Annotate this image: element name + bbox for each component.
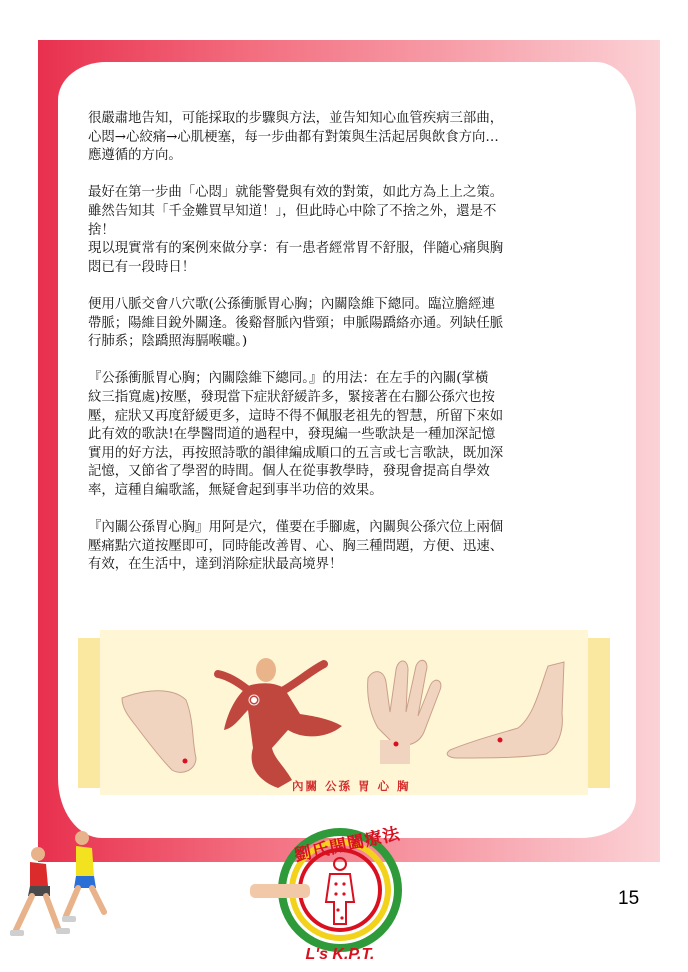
logo-subtitle: L's K.P.T.: [305, 946, 375, 963]
runners-icon: [0, 820, 120, 960]
paragraph-3: 便用八脈交會八穴歌(公孫衝脈胃心胸；內關陰維下總同。臨泣膽經連 帶脈；陽維目銳外關逢。後谿督脈內眥頸；申脈陽蹻絡亦通。列缺任脈 行肺系；陰蹻照海膈喉嚨。): [88, 296, 504, 350]
muscle-figure-icon: [218, 658, 342, 788]
paragraph-5: 『內關公孫胃心胸』用阿是穴，僅要在手腳處，內關與公孫穴位上兩個 壓痛點穴道按壓即可，同時能改善胃、心、胸三種問題，方便、迅速、 有效，在生活中，達到消除症狀最高境界！: [88, 520, 504, 573]
runners-illustration: [0, 820, 120, 960]
page-number: 15: [618, 888, 640, 909]
body-text: [88, 110, 588, 593]
paragraph-1: 很嚴肅地告知，可能採取的步驟與方法，並告知知心血管疾病三部曲， 心悶→心絞痛→心肌梗塞，每一步曲都有對策與生活起居與飲食方向… 應遵循的方向。: [88, 111, 504, 164]
illustration-drawing: [78, 630, 610, 800]
clinic-logo: [250, 818, 430, 968]
paragraph-4: 『公孫衝脈胃心胸；內關陰維下總同。』的用法：在左手的內關(掌橫 紋三指寬處)按壓，發現當下症狀舒緩許多，緊接著在右腳公孫穴也按 壓，症狀又再度舒緩更多，這時不得不佩服老祖先的智慧，所留下來如 此有效的歌訣!在學醫問道的過程中，發現編一些歌訣是一種加深記憶 實用的好方法，再按照詩歌的韻律編成順口的五言或七言歌訣，既加深 記憶，又節省了學習的時間。個人在從事教學時，發現會提高自學效 率，這種自編歌謠，無疑會起到事半功倍的效果。: [88, 371, 504, 498]
right-foot-icon: [447, 662, 564, 758]
paragraph-2: 最好在第一步曲「心悶」就能警覺與有效的對策，如此方為上上之策。 雖然告知其「千金難買早知道！」，但此時心中除了不捨之外，還是不 捨！ 現以現實常有的案例來做分享：有一患者經常胃不舒服，伴隨心痛與胸 悶已有一段時日！: [88, 185, 504, 275]
acupoint-illustration: [78, 630, 610, 800]
left-foot-icon: [122, 691, 196, 773]
illustration-caption: 內關 公孫 胃 心 胸: [292, 779, 411, 793]
hand-icon: [368, 660, 441, 764]
logo-title: 劉氏開闔療法: [292, 823, 403, 866]
